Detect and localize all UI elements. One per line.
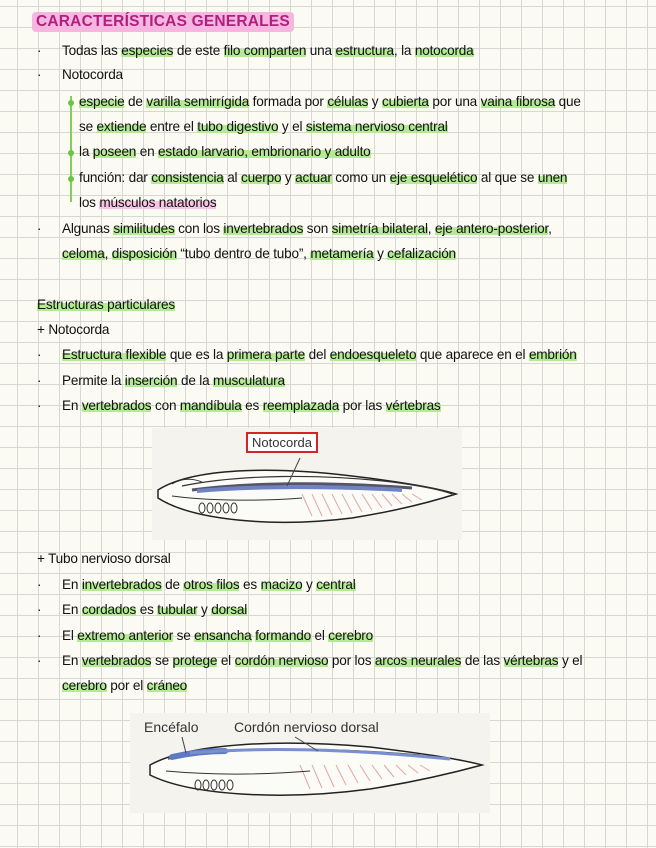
sub-bullet-dot <box>68 150 74 156</box>
text: formada por <box>249 94 328 109</box>
text: se <box>173 628 195 643</box>
text: al que se <box>477 170 538 185</box>
text: y el <box>278 119 306 134</box>
text: de este <box>173 43 224 58</box>
text: Algunas <box>62 221 114 236</box>
subheading: + Notocorda <box>37 322 110 337</box>
highlight: músculos natatorios <box>99 195 217 210</box>
highlight: vertebrados <box>81 398 152 413</box>
highlight: estado larvario, embrionario y adulto <box>158 144 371 159</box>
highlight: sistema nervioso central <box>305 119 448 134</box>
highlight: cefalización <box>387 246 456 261</box>
text: de la <box>177 373 214 388</box>
text: con <box>151 398 180 413</box>
nervous-system-diagram <box>130 713 490 813</box>
highlight: invertebrados <box>223 221 304 236</box>
notocorda-heading: Notocorda <box>62 67 123 82</box>
text: En <box>62 602 82 617</box>
text: y <box>373 246 388 261</box>
text: En <box>62 398 82 413</box>
highlight: mandíbula <box>179 398 242 413</box>
highlight: dorsal <box>211 602 248 617</box>
bullet-marker: · <box>37 602 42 617</box>
highlight: otros filos <box>183 577 240 592</box>
highlight: reemplazada <box>262 398 340 413</box>
highlight: formando <box>255 628 311 643</box>
sub-list-bar <box>70 96 72 202</box>
bullet-marker: · <box>37 628 42 643</box>
notocorda-label: Notocorda <box>246 432 318 453</box>
text: es <box>239 577 261 592</box>
text: como un <box>331 170 390 185</box>
text: Todas las <box>62 43 122 58</box>
highlight: endoesqueleto <box>329 347 417 362</box>
highlight: tubo digestivo <box>197 119 279 134</box>
highlight: unen <box>537 170 568 185</box>
highlight: notocorda <box>414 43 474 58</box>
highlight: embrión <box>528 347 577 362</box>
highlight: vértebras <box>385 398 441 413</box>
text: es <box>136 602 158 617</box>
text: de <box>161 577 184 592</box>
highlight: eje esquelético <box>389 170 478 185</box>
cordon-nervioso-label: Cordón nervioso dorsal <box>234 719 379 735</box>
text: , <box>548 221 552 236</box>
highlight: eje antero-posterior <box>434 221 549 236</box>
text: el <box>310 628 329 643</box>
highlight: filo compart <box>223 43 292 58</box>
highlight: disposición <box>111 246 177 261</box>
notocorda-diagram <box>152 428 462 540</box>
highlight: cubierta <box>382 94 429 109</box>
text: por las <box>339 398 386 413</box>
text: al <box>223 170 241 185</box>
highlight: células <box>327 94 369 109</box>
text: que es la <box>166 347 227 362</box>
highlight: cerebro <box>328 628 373 643</box>
highlight: musculatura <box>213 373 285 388</box>
highlight: poseen <box>92 144 137 159</box>
highlight: estructura <box>335 43 394 58</box>
highlight: central <box>316 577 356 592</box>
highlight: especies <box>121 43 174 58</box>
text: por una <box>428 94 481 109</box>
highlight: vértebras <box>503 653 559 668</box>
highlight: vaina fibrosa <box>480 94 556 109</box>
highlight: en <box>291 43 307 58</box>
text: En <box>62 653 82 668</box>
text: función: dar <box>79 170 152 185</box>
highlight: protege <box>172 653 218 668</box>
title-badge: CARACTERÍSTICAS GENERALES <box>32 12 294 32</box>
highlight: vertebrados <box>81 653 152 668</box>
text: del <box>305 347 330 362</box>
encefalo-label: Encéfalo <box>144 719 199 735</box>
text: se <box>151 653 173 668</box>
text: con los <box>174 221 224 236</box>
bullet-marker: · <box>37 398 42 413</box>
highlight: similitudes <box>113 221 175 236</box>
bullet-marker: · <box>37 577 42 592</box>
text: , <box>427 221 435 236</box>
highlight: cordados <box>81 602 137 617</box>
text: En <box>62 577 82 592</box>
bullet-marker: · <box>37 373 42 388</box>
text: y <box>281 170 296 185</box>
highlight: invertebrados <box>81 577 162 592</box>
text: El <box>62 628 78 643</box>
highlight: metamería <box>310 246 374 261</box>
bullet-marker: · <box>37 347 42 362</box>
subheading: + Tubo nervioso dorsal <box>37 551 171 566</box>
highlight: inserción <box>124 373 178 388</box>
highlight: cuerpo <box>240 170 282 185</box>
highlight: celoma <box>62 246 105 261</box>
text: la <box>79 144 93 159</box>
text: y <box>197 602 212 617</box>
text: de <box>124 94 147 109</box>
text: y <box>302 577 317 592</box>
text: que <box>555 94 581 109</box>
highlight: arcos neurales <box>374 653 462 668</box>
highlight: macizo <box>260 577 303 592</box>
bullet-marker: · <box>37 221 42 236</box>
highlight: primera parte <box>226 347 306 362</box>
sub-bullet-dot <box>68 100 74 106</box>
section-heading: Estructuras particulares <box>37 297 175 312</box>
highlight: consistencia <box>151 170 224 185</box>
text: , <box>104 246 112 261</box>
highlight: cordón nervioso <box>234 653 329 668</box>
text: en <box>136 144 159 159</box>
highlight: simetría bilateral <box>331 221 428 236</box>
text: los <box>79 195 100 210</box>
text: Permite la <box>62 373 125 388</box>
text: “tubo dentro de tubo”, <box>176 246 311 261</box>
highlight: ensancha <box>194 628 252 643</box>
text: , la <box>393 43 415 58</box>
text: es <box>241 398 263 413</box>
highlight: extremo anterior <box>77 628 174 643</box>
text: son <box>303 221 332 236</box>
text: de las <box>461 653 504 668</box>
text: una <box>306 43 336 58</box>
highlight: especie <box>79 94 125 109</box>
highlight: cráneo <box>146 678 188 693</box>
bullet-marker: · <box>37 67 42 82</box>
bullet-marker: · <box>37 43 42 58</box>
highlight: Estructura flexible <box>62 347 167 362</box>
text: entre el <box>146 119 198 134</box>
bullet-marker: · <box>37 653 42 668</box>
highlight: cerebro <box>62 678 107 693</box>
text: y <box>368 94 382 109</box>
text: por los <box>328 653 375 668</box>
text: y el <box>558 653 583 668</box>
text: que aparece en el <box>416 347 529 362</box>
sub-bullet-dot <box>68 176 74 182</box>
highlight: extiende <box>96 119 147 134</box>
text: por el <box>106 678 147 693</box>
highlight: tubular <box>157 602 198 617</box>
highlight: varilla semirrígida <box>146 94 250 109</box>
highlight: actuar <box>295 170 332 185</box>
text: se <box>79 119 97 134</box>
text: el <box>217 653 235 668</box>
